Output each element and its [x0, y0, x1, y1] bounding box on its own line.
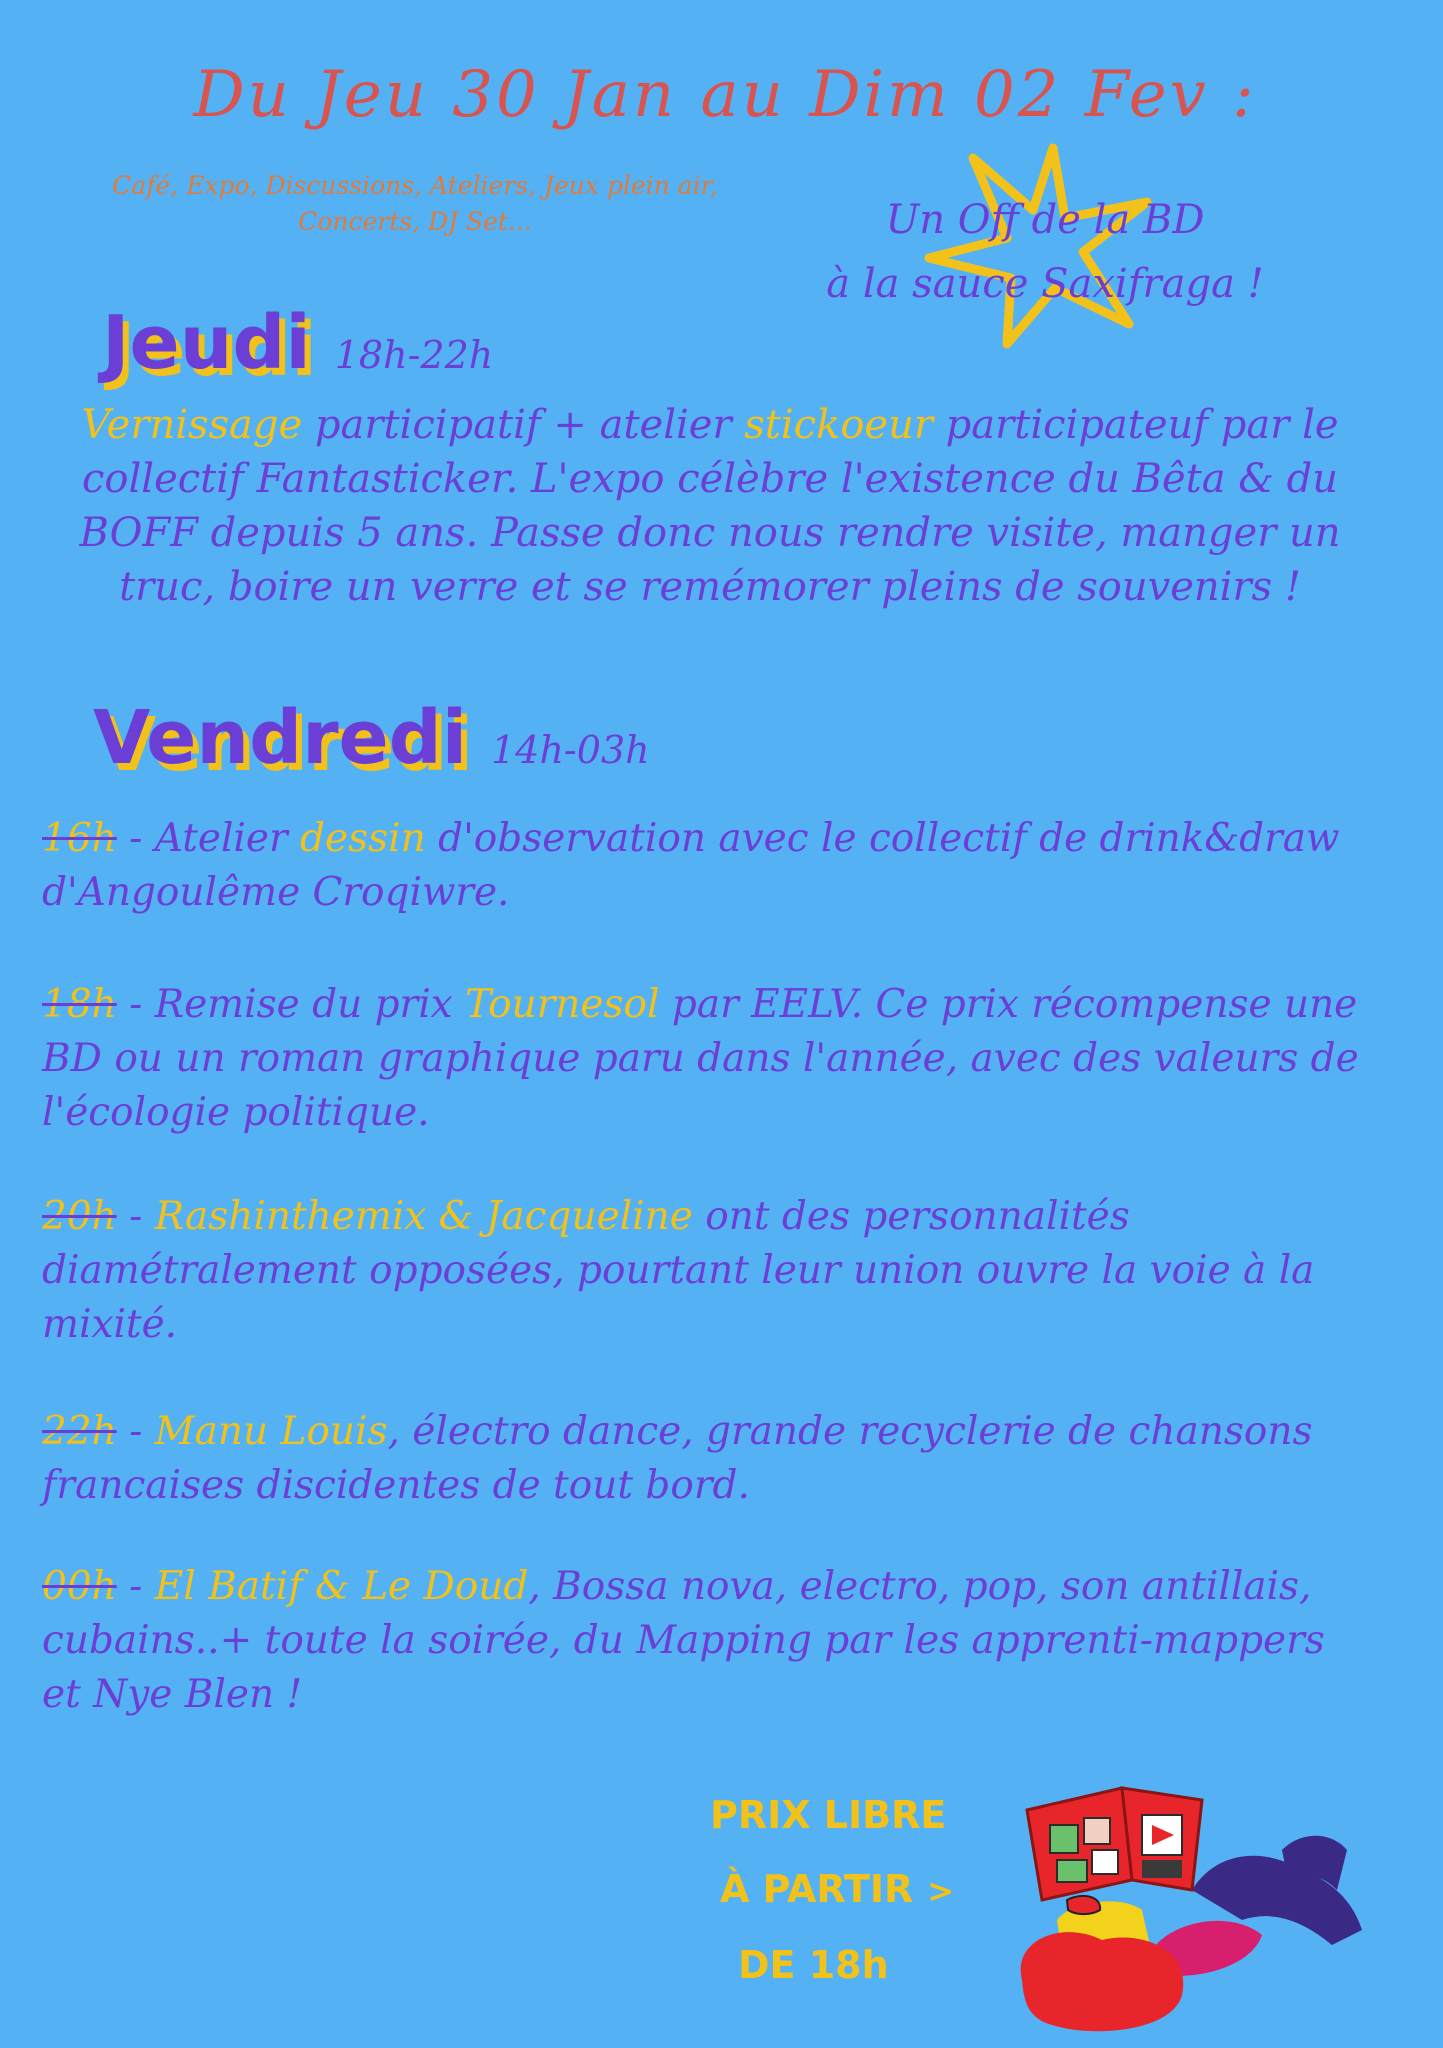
tagline-line-1: Un Off de la BD	[885, 197, 1205, 243]
day-title-jeudi: Jeudi	[102, 300, 311, 386]
event-highlight: Rashinthemix & Jacqueline	[154, 1194, 693, 1239]
event-text: , Bossa nova, electro, pop, son antillais, cubains..+ toute la soirée, du Mapping par les apprenti-mappers et Nye Blen !	[42, 1564, 1325, 1717]
jeudi-text-part-1: participatif + atelier	[302, 402, 745, 448]
event-text: - Remise du prix	[116, 982, 466, 1027]
event-text: -	[116, 1409, 155, 1454]
event-text: d'observation avec le collectif de drink&draw d'Angoulême Croqiwre.	[42, 816, 1340, 915]
event-text: -	[116, 1564, 155, 1609]
highlight-vernissage: Vernissage	[81, 402, 303, 448]
a-partir-text: À PARTIR	[720, 1867, 914, 1911]
activities-list: Café, Expo, Discussions, Ateliers, Jeux plein air, Concerts, DJ Set...	[112, 171, 718, 236]
event-highlight: Manu Louis	[154, 1409, 388, 1454]
jeudi-text-part-2: participateuf par le collectif Fantasticker. L'expo célèbre l'existence du Bêta & du BOFF depuis 5 ans. Passe donc nous rendre visite, manger un truc, boire un verre et se remémorer pleins de souvenirs !	[79, 402, 1341, 610]
event-highlight: dessin	[300, 816, 426, 861]
event-highlight: El Batif & Le Doud	[154, 1564, 529, 1609]
highlight-stickoeur: stickoeur	[744, 402, 933, 448]
event-text: , électro dance, grande recyclerie de chansons francaises discidentes de tout bord.	[42, 1409, 1313, 1508]
day-title-vendredi: Vendredi	[93, 695, 468, 781]
event-item	[42, 1405, 1362, 1513]
event-item	[42, 1560, 1362, 1722]
event-time: 16h	[42, 816, 117, 861]
de-18h-text: DE 18h	[738, 1943, 889, 1987]
vendredi-heading	[93, 695, 650, 781]
event-time: 18h	[42, 982, 117, 1027]
prix-word: PRIX	[710, 1793, 811, 1837]
prix-libre-notice	[710, 1778, 954, 2002]
event-text: -	[116, 1194, 155, 1239]
event-time: 20h	[42, 1194, 117, 1239]
libre-word: LIBRE	[823, 1793, 947, 1837]
jeudi-heading	[102, 300, 493, 386]
event-item	[42, 978, 1362, 1140]
event-item	[42, 1190, 1362, 1352]
event-time: 00h	[42, 1564, 117, 1609]
tagline-line-2: à la sauce Saxifraga !	[826, 261, 1264, 307]
event-time: 22h	[42, 1409, 117, 1454]
event-highlight: Tournesol	[465, 982, 660, 1027]
off-tagline	[725, 188, 1365, 316]
arrow-icon: >	[927, 1872, 955, 1910]
jeudi-description	[60, 398, 1360, 614]
page-title: Du Jeu 30 Jan au Dim 02 Fev :	[193, 58, 1257, 132]
jeudi-hours: 18h-22h	[334, 333, 494, 377]
reading-person-illustration	[1002, 1770, 1372, 2038]
event-text: - Atelier	[116, 816, 301, 861]
event-text: par EELV. Ce prix récompense une BD ou un roman graphique paru dans l'année, avec des valeurs de l'écologie politique.	[42, 982, 1359, 1135]
event-text: ont des personnalités diamétralement opposées, pourtant leur union ouvre la voie à la mixité.	[42, 1194, 1315, 1347]
event-item	[42, 812, 1362, 920]
vendredi-hours: 14h-03h	[491, 728, 650, 772]
